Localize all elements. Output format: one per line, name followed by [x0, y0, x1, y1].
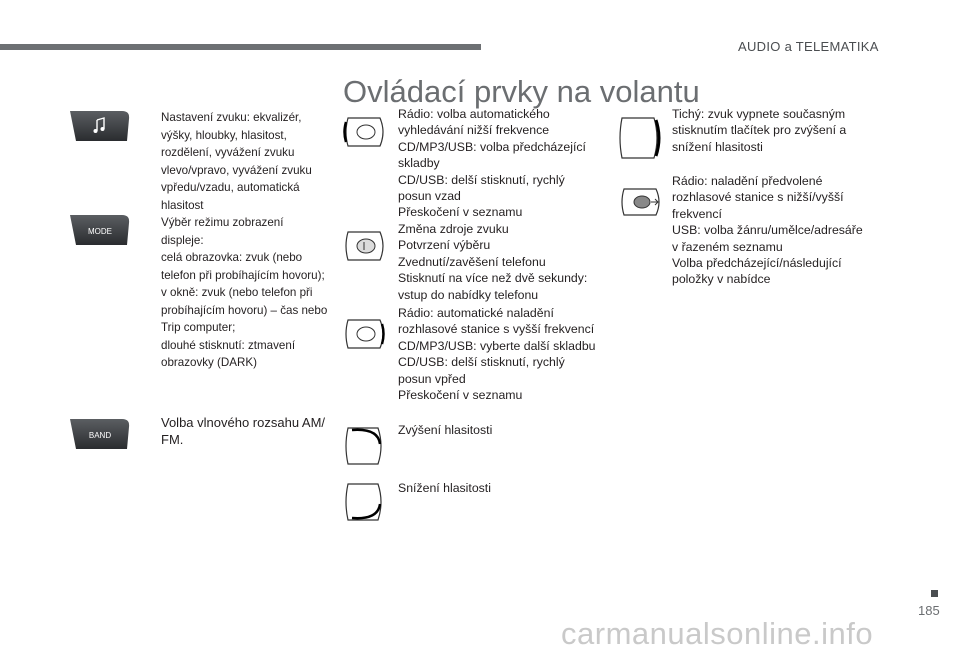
band-description	[161, 414, 325, 448]
text-line: Potvrzení výběru	[398, 238, 491, 253]
volume-up-description	[398, 422, 492, 438]
text-line: vpředu/vzadu, automatická	[161, 181, 300, 194]
source-change-description	[398, 221, 587, 303]
page-number: 185	[918, 603, 940, 618]
mute-description	[672, 106, 846, 155]
text-line: Zvednutí/zavěšení telefonu	[398, 254, 546, 269]
text-line: Změna zdroje zvuku	[398, 222, 509, 236]
text-line: Zvýšení hlasitosti	[398, 423, 493, 437]
volume-down-description	[398, 480, 491, 496]
watermark: carmanualsonline.info	[561, 616, 874, 651]
text-line: v řazeném seznamu	[672, 239, 783, 254]
text-line: vstup do nabídky telefonu	[398, 287, 539, 302]
steering-pad-left-press-icon	[342, 114, 388, 150]
mode-key-label: MODE	[88, 227, 112, 236]
preset-scroll-description	[672, 173, 863, 288]
sound-settings-description	[161, 109, 312, 214]
band-key-icon	[70, 418, 130, 450]
text-line: dlouhé stisknutí: ztmavení	[161, 338, 296, 352]
text-line: snížení hlasitosti	[672, 139, 763, 154]
display-mode-description	[161, 214, 327, 372]
text-line: stisknutím tlačítek pro zvýšení a	[672, 123, 847, 138]
steering-pad-right-press-icon	[342, 316, 388, 352]
text-line: rozdělení, vyvážení zvuku	[161, 146, 295, 159]
section-header: AUDIO a TELEMATIKA	[738, 39, 879, 54]
text-line: vlevo/vpravo, vyvážení zvuku	[161, 163, 312, 177]
steering-pad-volume-up-icon	[344, 422, 386, 470]
text-line: Snížení hlasitosti	[398, 481, 491, 495]
text-line: CD/USB: delší stisknutí, rychlý	[398, 355, 565, 370]
text-line: hlasitost	[161, 198, 204, 212]
mode-key-icon	[70, 214, 130, 246]
text-line: Přeskočení v seznamu	[398, 205, 523, 220]
text-line: Volba vlnového rozsahu AM/	[161, 415, 326, 430]
text-line: rozhlasové stanice s nižší/vyšší	[672, 190, 844, 205]
text-line: Nastavení zvuku: ekvalizér,	[161, 111, 302, 124]
text-line: skladby	[398, 156, 440, 171]
text-line: telefon při probíhajícím hovoru);	[161, 268, 325, 282]
text-line: Přeskočení v seznamu	[398, 388, 523, 403]
text-line: v okně: zvuk (nebo telefon při	[161, 286, 313, 299]
steering-pad-scroll-icon	[618, 186, 666, 218]
text-line: frekvencí	[672, 206, 722, 221]
previous-track-description	[398, 106, 586, 221]
text-line: položky v nabídce	[672, 272, 771, 287]
steering-pad-mute-icon	[618, 112, 662, 164]
text-line: Trip computer;	[161, 321, 236, 334]
header-rule	[0, 44, 481, 50]
text-line: Tichý: zvuk vypnete současným	[672, 107, 846, 121]
text-line: USB: volba žánru/umělce/adresáře	[672, 223, 863, 238]
text-line: obrazovky (DARK)	[161, 356, 257, 369]
next-track-description	[398, 305, 596, 403]
text-line: Rádio: automatické naladění	[398, 306, 554, 320]
text-line: rozhlasové stanice s vyšší frekvencí	[398, 322, 595, 337]
text-line: CD/MP3/USB: vyberte další skladbu	[398, 338, 596, 353]
text-line: Stisknutí na více než dvě sekundy:	[398, 271, 588, 286]
text-line: posun vpřed	[398, 371, 466, 386]
text-line: Rádio: naladění předvolené	[672, 174, 823, 188]
steering-pad-volume-down-icon	[344, 478, 386, 526]
text-line: probíhajícím hovoru) – čas nebo	[161, 303, 328, 317]
text-line: Volba předcházející/následující	[672, 256, 842, 271]
page-title: Ovládací prvky na volantu	[343, 74, 700, 109]
page-marker	[931, 590, 938, 597]
text-line: Rádio: volba automatického	[398, 107, 550, 121]
text-line: celá obrazovka: zvuk (nebo	[161, 251, 303, 264]
text-line: posun vzad	[398, 189, 461, 204]
steering-pad-center-press-icon	[342, 228, 388, 264]
text-line: Výběr režimu zobrazení	[161, 216, 284, 229]
text-line: výšky, hloubky, hlasitost,	[161, 128, 287, 142]
music-key-icon	[70, 110, 130, 142]
text-line: FM.	[161, 432, 184, 447]
text-line: CD/USB: delší stisknutí, rychlý	[398, 172, 565, 187]
text-line: displeje:	[161, 233, 204, 247]
text-line: vyhledávání nižší frekvence	[398, 123, 550, 138]
text-line: CD/MP3/USB: volba předcházející	[398, 139, 586, 154]
band-key-label: BAND	[88, 431, 112, 440]
